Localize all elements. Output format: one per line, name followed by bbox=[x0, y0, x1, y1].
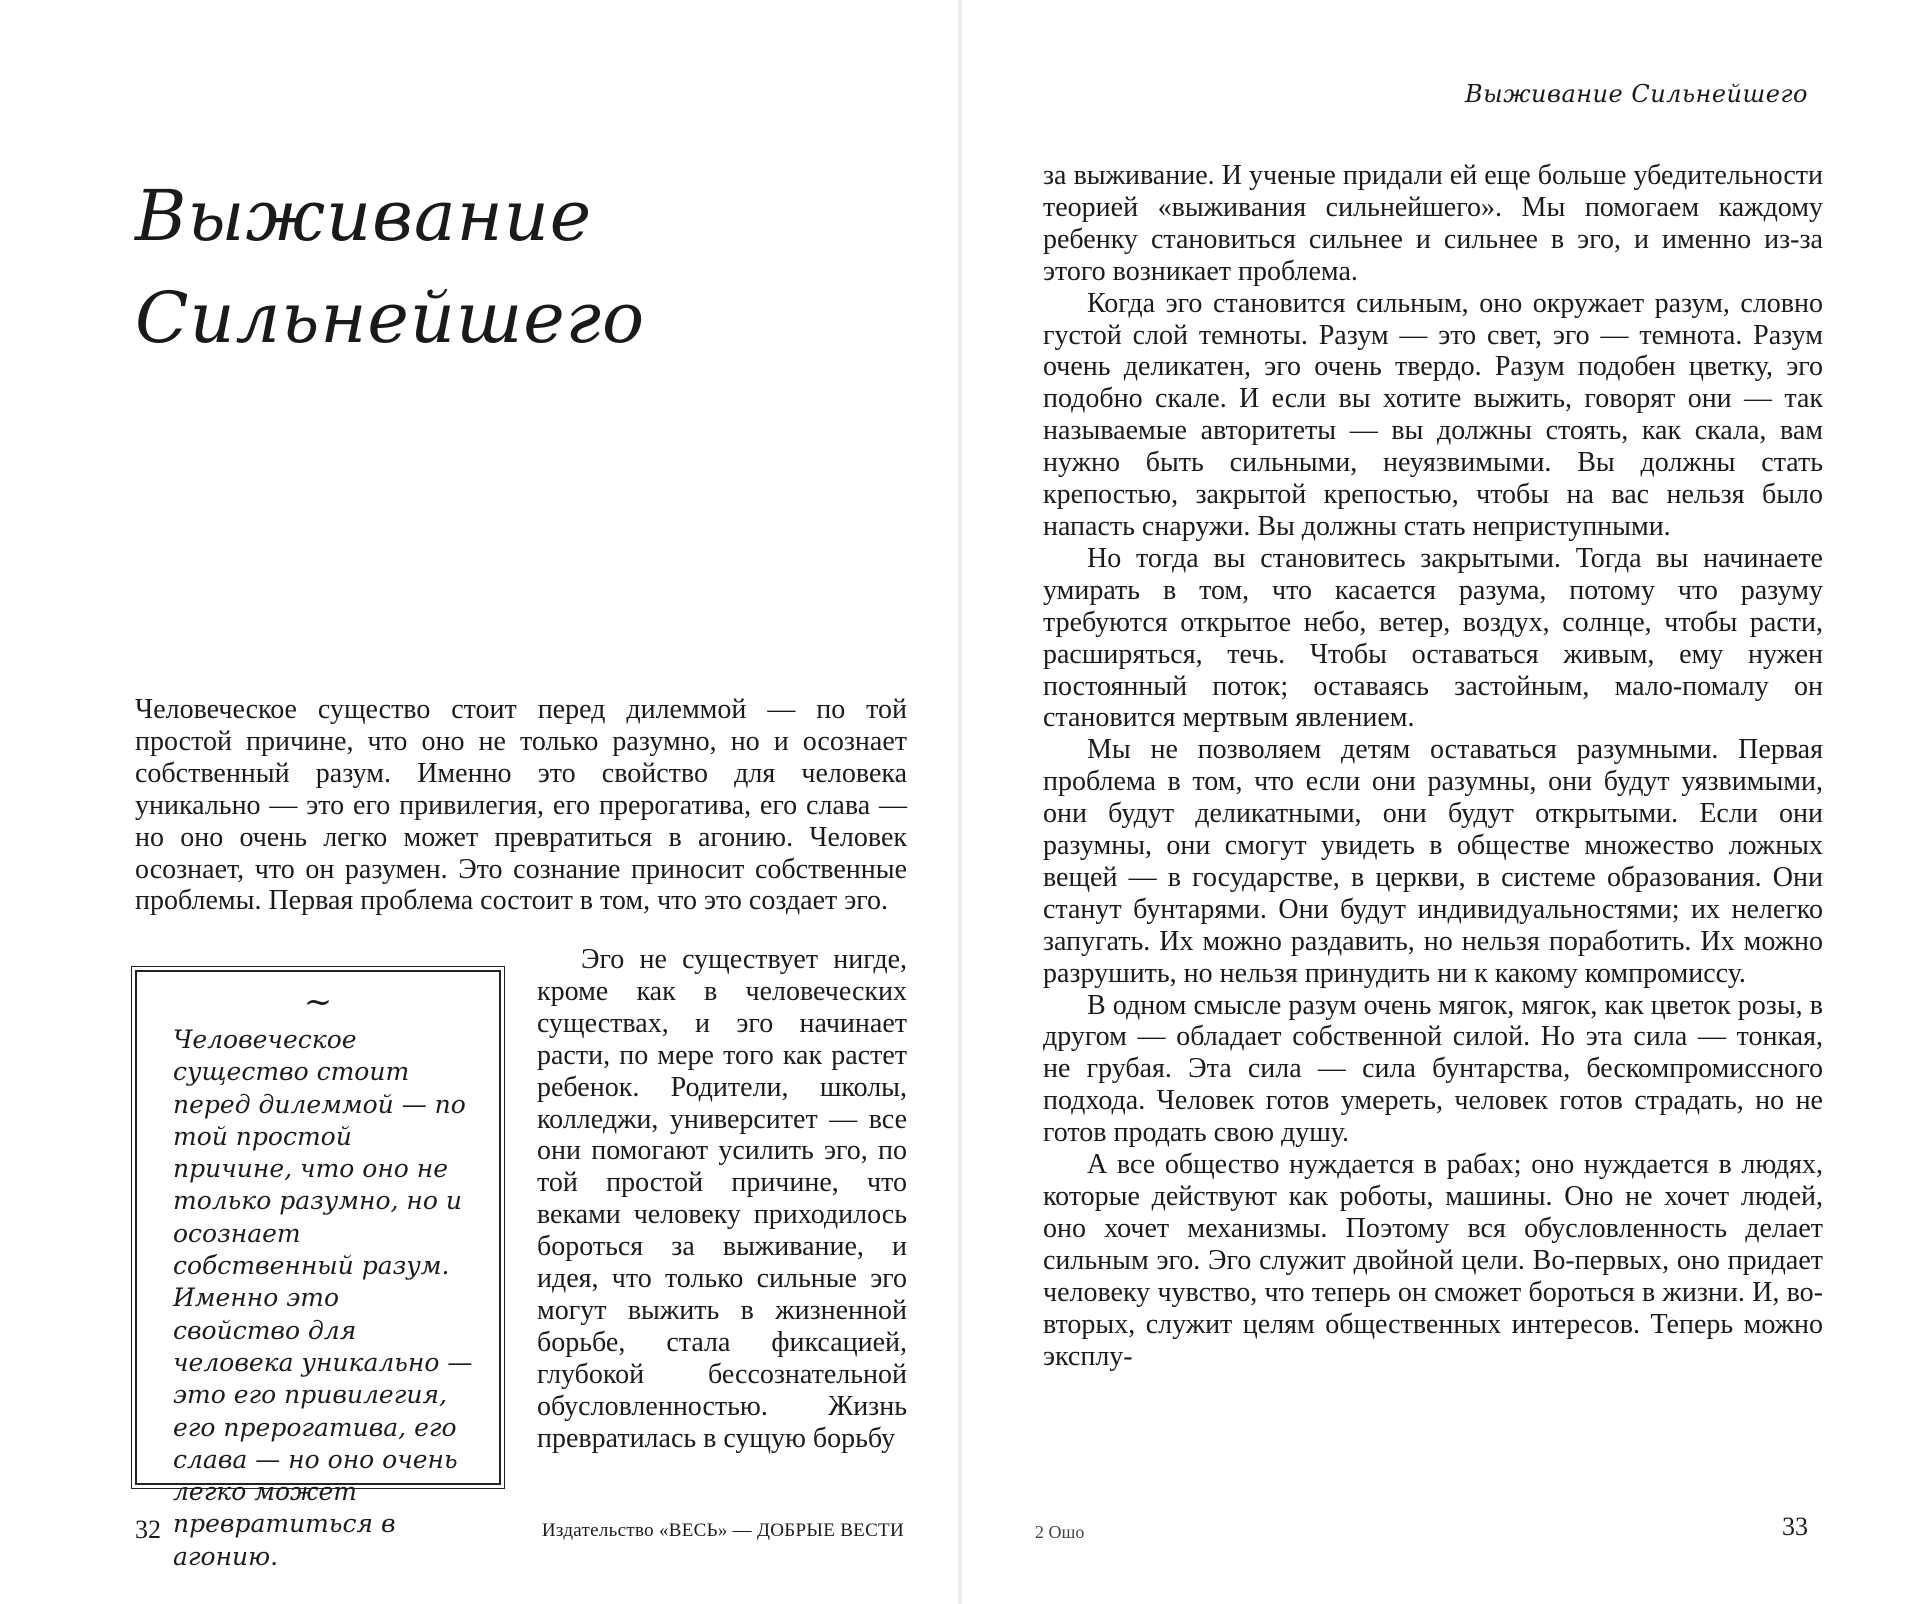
intro-text: Человеческое существо стоит перед дилеммой — по той простой причине, что оно не только разумно, но и осознает собственный разум. Именно это свойство для человека уникально — это его привилегия, его прерогатива, его слава — но оно очень легко может превратиться в агонию. Человек осознает, что он разумен. Это сознание приносит собственные проблемы. Первая проблема состоит в том, что это создает эго. bbox=[135, 694, 907, 917]
right-paragraph-3: Но тогда вы становитесь закрытыми. Тогда вы начинаете умирать в том, что касается разума, потому что разуму требуются открытое небо, ветер, воздух, солнце, чтобы расти, расширяться, течь. Чтобы оставаться живым, ему нужен постоянный поток; оставаясь застойным, мало-помалу он становится мертвым явлением. bbox=[1043, 542, 1823, 734]
right-paragraph-4: Мы не позволяем детям оставаться разумными. Первая проблема в том, что если они разумны, они будут уязвимыми, они будут деликатными, они будут открытыми. Если они разумны, они смогут увидеть в обществе множество ложных вещей — в государстве, в церкви, в системе образования. Они станут бунтарями. Они будут индивидуальностями; их нелегко запугать. Их можно раздавить, но нельзя поработить. Их можно разрушить, но нельзя принудить ни к какому компромиссу. bbox=[1043, 734, 1823, 989]
signature-mark: 2 Ошо bbox=[1035, 1522, 1085, 1542]
right-page bbox=[960, 0, 1921, 1604]
intro-paragraph bbox=[135, 694, 907, 917]
publisher-imprint: Издательство «ВЕСЬ» — ДОБРЫЕ ВЕСТИ bbox=[541, 1520, 904, 1541]
chapter-title bbox=[135, 165, 835, 369]
right-paragraph-6: А все общество нуждается в рабах; оно нуждается в людях, которые действуют как роботы, машины. Оно не хочет людей, оно хочет механизмы. Поэтому вся обусловленность делает сильным эго. Эго служит двойной цели. Во-первых, оно придает человеку чувство, что теперь он сможет бороться в жизни. И, во-вторых, служит целям общественных интересов. Теперь можно эксплу- bbox=[1043, 1149, 1823, 1372]
left-page bbox=[0, 0, 960, 1604]
right-paragraph-2: Когда эго становится сильным, оно окружает разум, словно густой слой темноты. Разум — это свет, эго — темнота. Разум очень деликатен, эго очень твердо. Разум подобен цветку, эго подобно скале. И если вы хотите выжить, говорят они — так называемые авторитеты — вы должны стоять, как скала, вам нужно быть сильными, неуязвимыми. Вы должны стать крепостью, закрытой крепостью, чтобы на вас нельзя было напасть снаружи. Вы должны стать неприступными. bbox=[1043, 287, 1823, 542]
chapter-title-line-1: Выживание bbox=[135, 175, 593, 257]
swash-ornament-icon: ~ bbox=[303, 982, 333, 1022]
left-column-paragraph: Эго не существует нигде, кроме как в человеческих существах, и эго начинает расти, по мере того как растет ребенок. Родители, школы, колледжи, университет — все они помогают усилить эго, по той простой причине, что веками человеку приходилось бороться за выживание, и идея, что только сильные эго могут выжить в жизненной борьбе, стала фиксацией, глубокой бессознательной обусловленностью. Жизнь превратилась в сущую борьбу bbox=[537, 944, 907, 1454]
right-paragraph-5: В одном смысле разум очень мягок, мягок, как цветок розы, в другом — обладает собственной силой. Но эта сила — тонкая, не грубая. Эта сила — сила бунтарства, бескомпромиссного подхода. Человек готов умереть, человек готов страдать, но не готов продать свою душу. bbox=[1043, 989, 1823, 1149]
page-number-left: 32 bbox=[135, 1515, 161, 1544]
left-column-text bbox=[537, 944, 907, 1455]
pull-quote-text: Человеческое существо стоит перед дилеммой — по той простой причине, что оно не только разумно, но и осознает собственный разум. Именно это свойство для человека уникально — это его привилегия, его прерогатива, его слава — но оно очень легко может превратиться в агонию. bbox=[173, 1025, 473, 1571]
page-number-right: 33 bbox=[1782, 1512, 1808, 1541]
right-page-text bbox=[1043, 160, 1823, 1372]
running-head: Выживание Сильнейшего bbox=[1465, 80, 1808, 108]
right-paragraph-1: за выживание. И ученые придали ей еще больше убедительности теорией «выживания сильнейшего». Мы помогаем каждому ребенку становиться сильнее и сильнее в эго, и именно из-за этого возникает проблема. bbox=[1043, 160, 1823, 287]
chapter-title-line-2: Сильнейшего bbox=[135, 277, 646, 359]
